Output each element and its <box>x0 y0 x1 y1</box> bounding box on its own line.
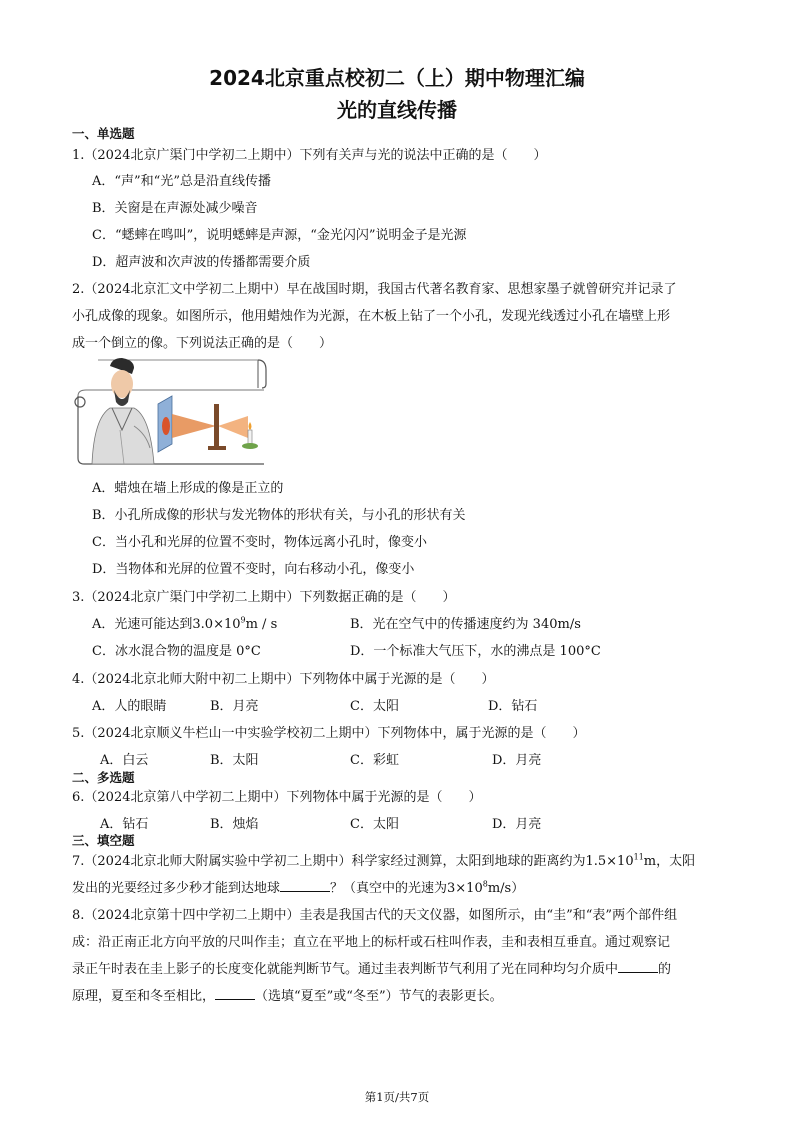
question-6-option-b: B．烛焰 <box>210 817 259 832</box>
question-2-option-b: B．小孔所成像的形状与发光物体的形状有关，与小孔的形状有关 <box>92 508 466 523</box>
question-7-answer-blank[interactable] <box>280 878 330 892</box>
question-1-stem: 1.（2024北京广渠门中学初二上期中）下列有关声与光的说法中正确的是（ ） <box>72 148 547 163</box>
section-heading-fill-in: 三、填空题 <box>72 833 135 848</box>
question-3-option-a-exponent: 9 <box>240 615 246 625</box>
question-7-text-3: ？（真空中的光速为3×10 <box>330 881 483 896</box>
question-3-option-a-text: A．光速可能达到3.0×10 <box>92 617 241 632</box>
page-subtitle: 光的直线传播 <box>337 98 457 122</box>
question-5-option-b: B．太阳 <box>210 753 259 768</box>
question-7-text: 7.（2024北京北师大附属实验中学初二上期中）科学家经过测算，太阳到地球的距离约为1.5×10 <box>72 854 634 869</box>
question-8-text-4: 原理，夏至和冬至相比， <box>72 989 216 1004</box>
question-2-stem-line3: 成一个倒立的像。下列说法正确的是（ ） <box>72 336 333 351</box>
question-2-option-c: C．当小孔和光屏的位置不变时，物体远离小孔时，像变小 <box>92 535 427 550</box>
question-4-option-b: B．月亮 <box>210 699 259 714</box>
question-8-line1: 8.（2024北京第十四中学初二上期中）圭表是我国古代的天文仪器，如图所示，由“圭”和“表”两个部件组 <box>72 908 678 923</box>
question-3-stem: 3.（2024北京广渠门中学初二上期中）下列数据正确的是（ ） <box>72 590 456 605</box>
question-6-option-c: C．太阳 <box>350 817 399 832</box>
question-8-line3 <box>72 958 671 977</box>
question-5-option-a: A．白云 <box>100 753 149 768</box>
question-8-text-4b: （选填“夏至”或“冬至”）节气的表影更长。 <box>255 989 503 1004</box>
question-6-stem: 6.（2024北京第八中学初二上期中）下列物体中属于光源的是（ ） <box>72 790 482 805</box>
page-title: 2024北京重点校初二（上）期中物理汇编 <box>209 66 585 90</box>
question-1-option-c: C．“蟋蟀在鸣叫”，说明蟋蟀是声源，“金光闪闪”说明金子是光源 <box>92 228 467 243</box>
question-8-line2: 成：沿正南正北方向平放的尺叫作圭；直立在平地上的标杆或石柱叫作表，圭和表相互垂直。通过观察记 <box>72 935 671 950</box>
question-7-text-end: m，太阳 <box>643 854 696 869</box>
section-heading-multiple-choice: 二、多选题 <box>72 770 135 785</box>
question-7-line2 <box>72 877 524 896</box>
question-4-option-d: D．钻石 <box>488 699 538 714</box>
question-3-option-c: C．冰水混合物的温度是 0°C <box>92 644 261 659</box>
question-7-exponent: 11 <box>633 852 644 862</box>
question-4-stem: 4.（2024北京北师大附中初二上期中）下列物体中属于光源的是（ ） <box>72 672 495 687</box>
question-8-text-3b: 的 <box>658 962 672 977</box>
question-5-option-c: C．彩虹 <box>350 753 399 768</box>
question-1-option-a: A．“声”和“光”总是沿直线传播 <box>92 174 271 189</box>
question-4-option-c: C．太阳 <box>350 699 399 714</box>
question-1-option-b: B．关窗是在声源处减少噪音 <box>92 201 258 216</box>
question-4-option-a: A．人的眼睛 <box>92 699 167 714</box>
question-2-option-a: A．蜡烛在墙上形成的像是正立的 <box>92 481 284 496</box>
question-8-line4 <box>72 985 503 1004</box>
question-3-option-b: B．光在空气中的传播速度约为 340m/s <box>350 617 581 632</box>
question-7-text-4: m/s） <box>487 881 525 896</box>
question-5-option-d: D．月亮 <box>492 753 542 768</box>
question-3-option-a-unit: m / s <box>245 617 278 632</box>
question-6-option-d: D．月亮 <box>492 817 542 832</box>
question-8-answer-blank-1[interactable] <box>618 959 658 973</box>
question-7-light-speed-exponent: 8 <box>482 879 488 889</box>
question-2-stem-line2: 小孔成像的现象。如图所示，他用蜡烛作为光源，在木板上钻了一个小孔，发现光线透过小孔在墙壁上形 <box>72 309 671 324</box>
page-number: 第1页/共7页 <box>364 1090 430 1104</box>
mozi-pinhole-illustration <box>68 356 268 466</box>
question-7-text-2: 发出的光要经过多少秒才能到达地球 <box>72 881 281 896</box>
question-1-option-d: D．超声波和次声波的传播都需要介质 <box>92 255 311 270</box>
question-3-option-a <box>92 613 277 632</box>
question-5-stem: 5.（2024北京顺义牛栏山一中实验学校初二上期中）下列物体中，属于光源的是（ ） <box>72 726 586 741</box>
question-8-text-3: 录正午时表在圭上影子的长度变化就能判断节气。通过圭表判断节气利用了光在同种均匀介质中 <box>72 962 619 977</box>
question-8-answer-blank-2[interactable] <box>215 986 255 1000</box>
question-7-line1 <box>72 850 695 869</box>
question-2-option-d: D．当物体和光屏的位置不变时，向右移动小孔，像变小 <box>92 562 415 577</box>
question-3-option-d: D．一个标准大气压下，水的沸点是 100°C <box>350 644 601 659</box>
section-heading-single-choice: 一、单选题 <box>72 126 135 141</box>
question-6-option-a: A．钻石 <box>100 817 149 832</box>
question-2-stem-line1: 2.（2024北京汇文中学初二上期中）早在战国时期，我国古代著名教育家、思想家墨子就曾研究并记录了 <box>72 282 677 297</box>
